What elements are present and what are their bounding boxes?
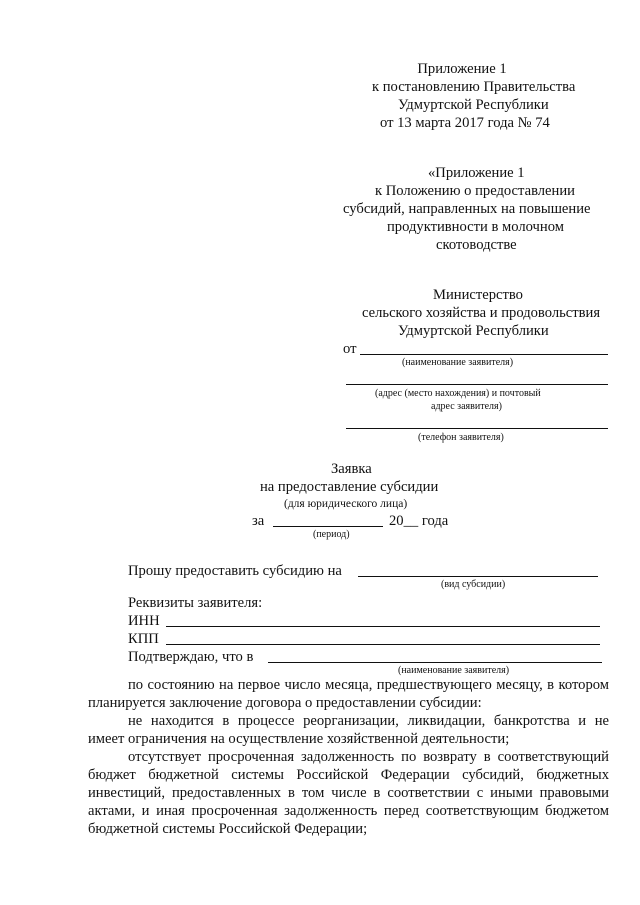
entity-type-note: (для юридического лица): [284, 498, 408, 510]
appendix-header: [372, 60, 552, 78]
appendix-line2: к постановлению Правительства: [372, 79, 576, 95]
subsidy-type-field[interactable]: [358, 576, 598, 577]
address-hint-line1: (адрес (место нахождения) и почтовый: [375, 388, 541, 399]
addressee-line3: Удмуртской Республики: [398, 323, 549, 339]
period-year: 20__ года: [389, 513, 449, 529]
from-label: от: [343, 341, 357, 357]
paragraph-no-reorganization: [88, 712, 609, 748]
kpp-label: КПП: [128, 631, 159, 647]
phone-hint: (телефон заявителя): [418, 432, 504, 443]
regulation-appendix-title: «Приложение 1: [428, 165, 525, 181]
request-text: Прошу предоставить субсидию на: [128, 563, 342, 579]
confirm-applicant-field[interactable]: [268, 662, 602, 663]
appendix-line3: Удмуртской Республики: [398, 97, 549, 113]
inn-field[interactable]: [166, 626, 600, 627]
kpp-field[interactable]: [166, 644, 600, 645]
application-title: Заявка: [331, 461, 372, 477]
paragraph-no-debt: [88, 748, 609, 838]
period-prefix: за: [252, 513, 265, 529]
applicant-phone-field[interactable]: [346, 428, 608, 429]
regulation-appendix-line5: скотоводстве: [436, 237, 517, 253]
requisites-label: Реквизиты заявителя:: [128, 595, 263, 611]
regulation-appendix-line3: субсидий, направленных на повышение: [343, 201, 591, 217]
addressee-line1: Министерство: [433, 287, 523, 303]
regulation-appendix-line4: продуктивности в молочном: [387, 219, 564, 235]
subsidy-type-hint: (вид субсидии): [441, 579, 506, 590]
inn-label: ИНН: [128, 613, 160, 629]
addressee-line2: сельского хозяйства и продовольствия: [362, 305, 601, 321]
paragraph-date-condition: [88, 676, 609, 712]
applicant-address-field[interactable]: [346, 384, 608, 385]
paragraph-no-debt-text: отсутствует просроченная задолженность по возврату в соответствующий бюджет бюджетной системы Российской Федерации субсидий, бюджетных инвестиций, предоставленных в том числе в соответствии с иными правовыми актами, и иная просроченная задолженность перед соответствующим бюджетом бюджетной системы Российской Федерации;: [88, 749, 609, 837]
applicant-name-hint: (наименование заявителя): [402, 357, 514, 368]
period-field[interactable]: [273, 526, 383, 527]
period-hint: (период): [313, 529, 350, 540]
appendix-title: Приложение 1: [417, 61, 507, 77]
appendix-line4: от 13 марта 2017 года № 74: [380, 115, 550, 131]
regulation-appendix-line2: к Положению о предоставлении: [375, 183, 575, 199]
paragraph-no-reorganization-text: не находится в процессе реорганизации, ликвидации, банкротства и не имеет ограничения на осуществление хозяйственной деятельности;: [88, 713, 609, 747]
paragraph-date-condition-text: по состоянию на первое число месяца, предшествующего месяцу, в котором планируется заключение договора о предоставлении субсидии:: [88, 677, 609, 711]
application-subtitle: на предоставление субсидии: [260, 479, 439, 495]
address-hint-line2: адрес заявителя): [431, 401, 502, 412]
applicant-name-field[interactable]: [360, 354, 608, 355]
confirm-text: Подтверждаю, что в: [128, 649, 254, 665]
confirm-applicant-hint: (наименование заявителя): [398, 665, 510, 676]
